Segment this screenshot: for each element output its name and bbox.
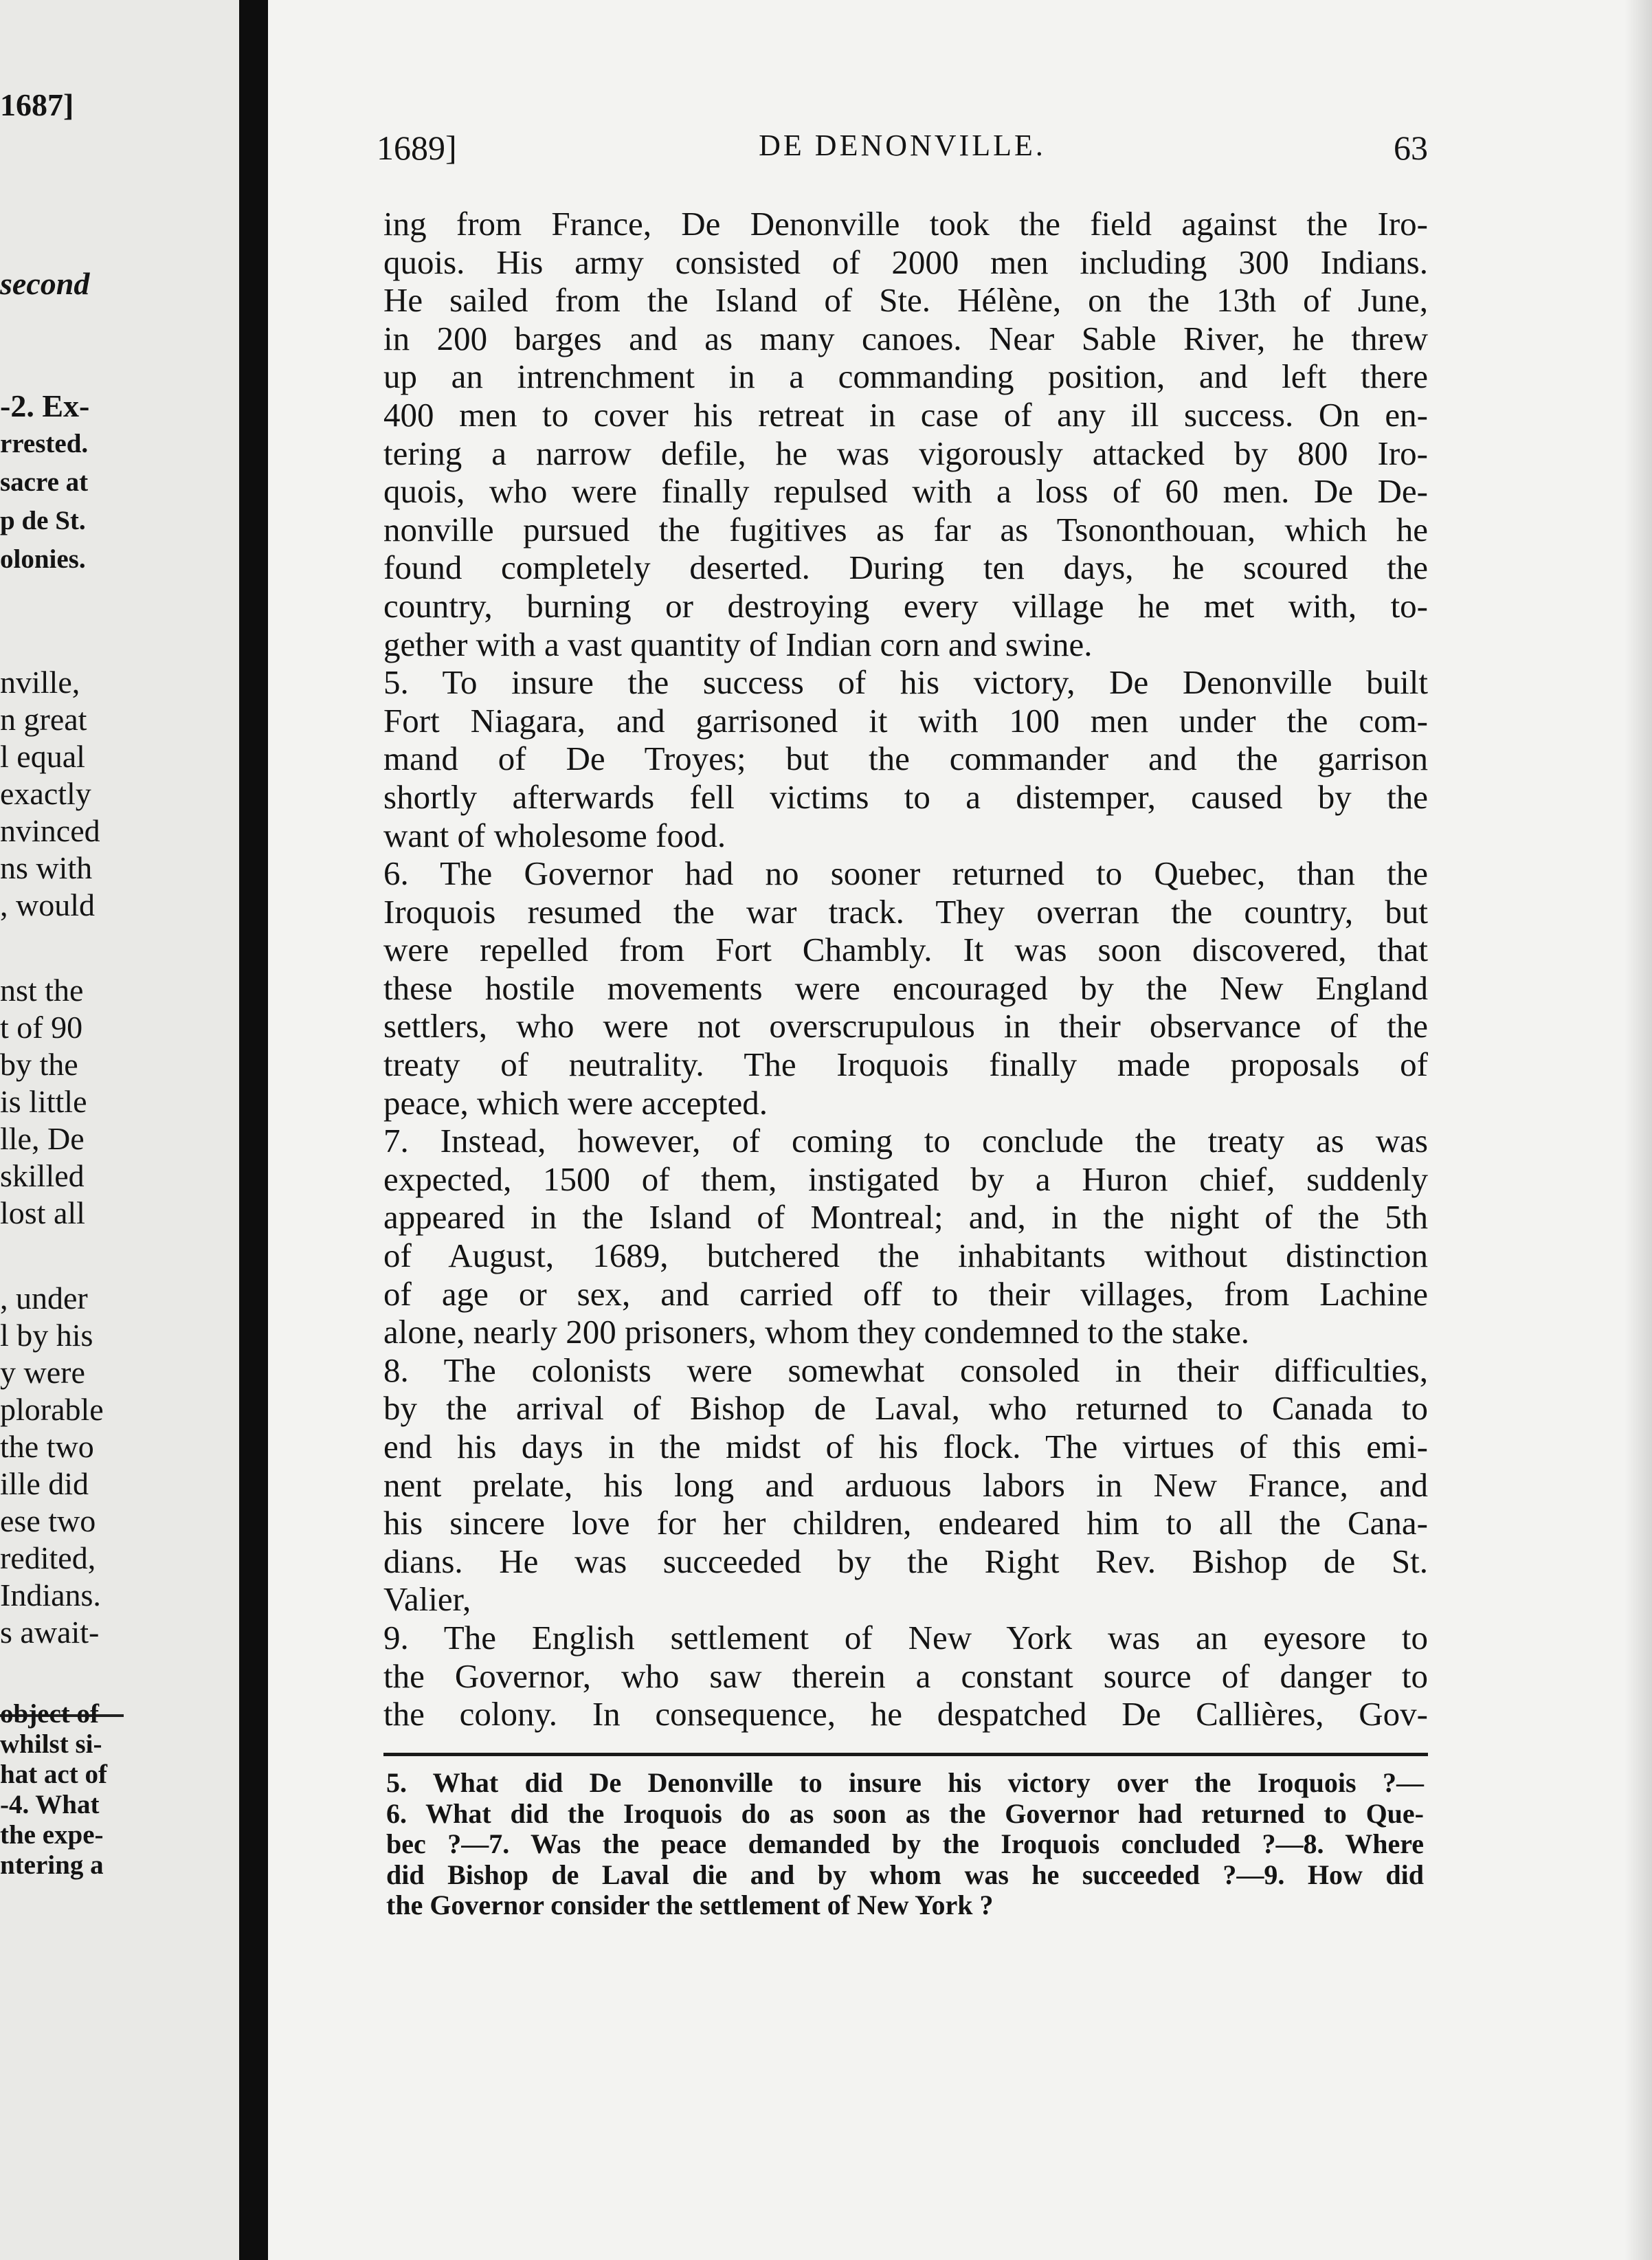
body-line: of August, 1689, butchered the inhabitants without distinction — [383, 1237, 1428, 1275]
body-line: He sailed from the Island of Ste. Hélène, on the 13th of June, — [383, 281, 1428, 320]
footnote-line: did Bishop de Laval die and by whom was he succeeded ?—9. How did — [386, 1859, 1424, 1890]
body-line: country, burning or destroying every village he met with, to- — [383, 586, 1428, 625]
left-page-line: redited, — [0, 1540, 96, 1575]
left-page-fragment — [0, 0, 239, 2260]
left-page-line: ille did — [0, 1466, 89, 1501]
footnote-rule — [383, 1753, 1428, 1756]
body-line: quois, who were finally repulsed with a loss of 60 men. De De- — [383, 472, 1428, 511]
body-line: these hostile movements were encouraged by the New England — [383, 968, 1428, 1007]
left-page-line: object of — [0, 1699, 100, 1729]
left-page-line: rrested. — [0, 429, 89, 458]
body-line: tering a narrow defile, he was vigorously attacked by 800 Iro- — [383, 434, 1428, 472]
left-page-line: lle, De — [0, 1121, 85, 1156]
body-line: 5. To insure the success of his victory, De Denonville built — [383, 663, 1428, 702]
body-line: treaty of neutrality. The Iroquois finally made proposals of — [383, 1045, 1428, 1084]
body-line: 6. The Governor had no sooner returned to Quebec, than the — [383, 854, 1428, 893]
left-page-line: ese two — [0, 1503, 96, 1538]
left-page-line: sacre at — [0, 467, 89, 497]
left-page-line: skilled — [0, 1158, 85, 1193]
left-page-line: y were — [0, 1355, 85, 1390]
body-line: settlers, who were not overscrupulous in their observance of the — [383, 1007, 1428, 1045]
left-page-line: 1687] — [0, 87, 74, 122]
page-number: 63 — [1394, 129, 1428, 167]
running-head — [377, 128, 1428, 169]
body-line: in 200 barges and as many canoes. Near Sable River, he threw — [383, 319, 1428, 357]
left-page-line: -2. Ex- — [0, 388, 90, 423]
body-line: 400 men to cover his retreat in case of any ill success. On en- — [383, 395, 1428, 434]
body-line: Fort Niagara, and garrisoned it with 100 men under the com- — [383, 701, 1428, 740]
body-line: want of wholesome food. — [383, 816, 726, 854]
body-line: his sincere love for her children, endeared him to all the Cana- — [383, 1504, 1428, 1542]
left-page-line: ntering a — [0, 1850, 104, 1880]
body-line: up an intrenchment in a commanding position, and left there — [383, 357, 1428, 396]
body-line: alone, nearly 200 prisoners, whom they condemned to the stake. — [383, 1313, 1250, 1351]
body-line: the Governor, who saw therein a constant source of danger to — [383, 1657, 1428, 1695]
body-line: appeared in the Island of Montreal; and, in the night of the 5th — [383, 1198, 1428, 1237]
left-page-line: lost all — [0, 1195, 85, 1230]
body-text — [383, 205, 1428, 1733]
left-page-line: nvinced — [0, 813, 100, 848]
left-page-line: n great — [0, 702, 87, 737]
body-line: nent prelate, his long and arduous labors in New France, and — [383, 1465, 1428, 1504]
left-page-line: s await- — [0, 1615, 100, 1650]
body-line: 8. The colonists were somewhat consoled in their difficulties, — [383, 1351, 1428, 1389]
footnote-line: 6. What did the Iroquois do as soon as the Governor had returned to Que- — [386, 1797, 1424, 1829]
body-line: dians. He was succeeded by the Right Rev. Bishop de St. — [383, 1542, 1428, 1580]
footnote-line: 5. What did De Denonville to insure his victory over the Iroquois ?— — [386, 1767, 1424, 1798]
body-line: of age or sex, and carried off to their villages, from Lachine — [383, 1274, 1428, 1313]
body-line: shortly afterwards fell victims to a distemper, caused by the — [383, 777, 1428, 816]
left-page-line: exactly — [0, 776, 91, 811]
left-page-line: p de St. — [0, 506, 86, 535]
footnote-line: bec ?—7. Was the peace demanded by the Iroquois concluded ?—8. Where — [386, 1828, 1424, 1859]
left-page-line: , would — [0, 887, 95, 922]
body-line: quois. His army consisted of 2000 men including 300 Indians. — [383, 243, 1428, 281]
left-page-line: plorable — [0, 1392, 104, 1427]
left-page-line: l equal — [0, 739, 85, 774]
left-page-line: nst the — [0, 973, 84, 1008]
left-page-line: nville, — [0, 665, 80, 700]
book-gutter — [239, 0, 268, 2260]
body-line: found completely deserted. During ten days, he scoured the — [383, 549, 1428, 587]
left-page-line: -4. What — [0, 1790, 100, 1819]
footnotes — [386, 1768, 1424, 1921]
body-line: were repelled from Fort Chambly. It was soon discovered, that — [383, 931, 1428, 969]
body-line: Iroquois resumed the war track. They overran the country, but — [383, 892, 1428, 931]
left-page-line: , under — [0, 1281, 88, 1316]
footnote-line: the Governor consider the settlement of New York ? — [386, 1890, 994, 1920]
left-page-line: the two — [0, 1429, 94, 1464]
body-line: by the arrival of Bishop de Laval, who returned to Canada to — [383, 1389, 1428, 1428]
body-line: ing from France, De Denonville took the field against the Iro- — [383, 205, 1428, 243]
body-line: mand of De Troyes; but the commander and the garrison — [383, 740, 1428, 778]
left-page-line: the expe- — [0, 1820, 104, 1850]
left-page-line: ns with — [0, 850, 93, 885]
left-page-line: by the — [0, 1047, 78, 1082]
left-page-line: hat act of — [0, 1760, 107, 1789]
left-page-line: Indians. — [0, 1577, 101, 1613]
left-page-line: t of 90 — [0, 1010, 83, 1045]
left-page-line: second — [0, 266, 90, 301]
left-page-line: is little — [0, 1084, 87, 1119]
header-title: DE DENONVILLE. — [759, 129, 1046, 162]
left-page-line: whilst si- — [0, 1729, 102, 1759]
body-line: the colony. In consequence, he despatched De Callières, Gov- — [383, 1695, 1428, 1733]
body-line: gether with a vast quantity of Indian corn and swine. — [383, 625, 1093, 663]
body-line: 9. The English settlement of New York was an eyesore to — [383, 1618, 1428, 1657]
body-line: 7. Instead, however, of coming to conclude the treaty as was — [383, 1122, 1428, 1160]
body-line: end his days in the midst of his flock. The virtues of this emi- — [383, 1428, 1428, 1465]
left-page-line: l by his — [0, 1318, 93, 1353]
body-line: expected, 1500 of them, instigated by a Huron chief, suddenly — [383, 1160, 1428, 1198]
left-page-line: olonies. — [0, 544, 86, 574]
body-line: Valier, — [383, 1580, 471, 1619]
header-year: 1689] — [377, 129, 457, 167]
body-line: nonville pursued the fugitives as far as Tsononthouan, which he — [383, 510, 1428, 549]
body-line: peace, which were accepted. — [383, 1083, 768, 1122]
